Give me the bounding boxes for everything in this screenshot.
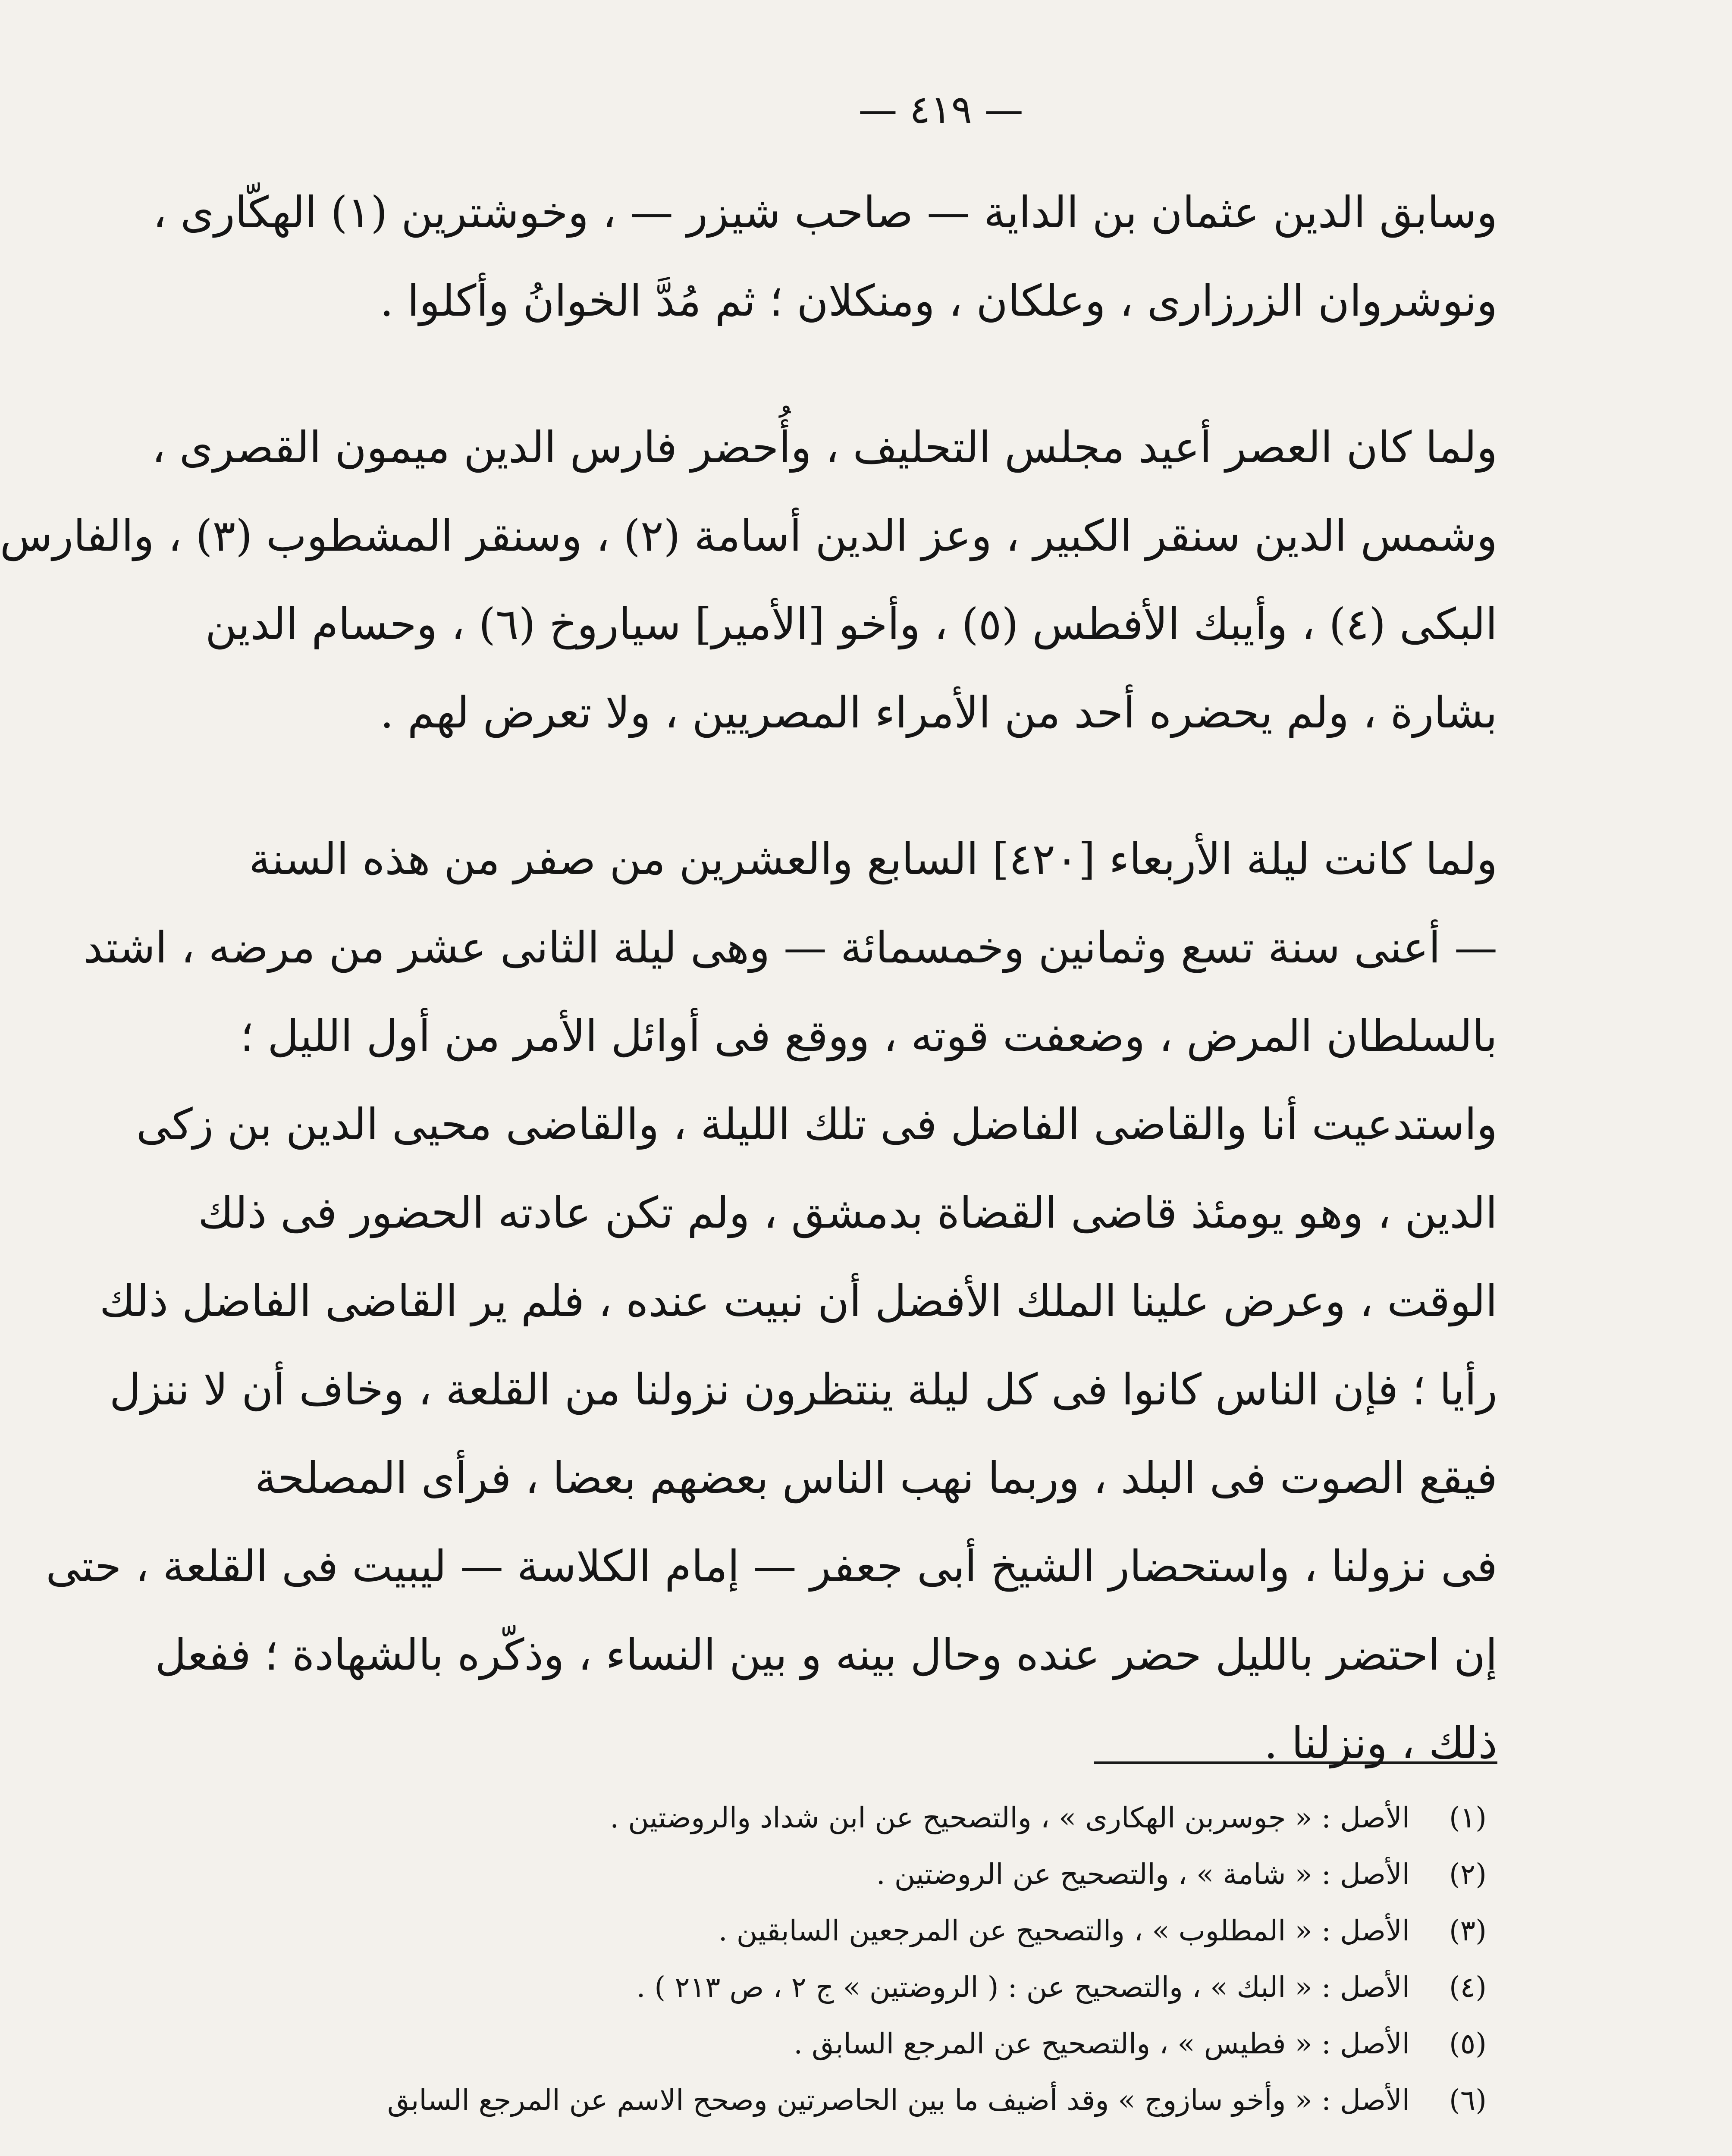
footnote-number: (٦) xyxy=(1449,2084,1487,2117)
text-line: ولما كانت ليلة الأربعاء [٤٢٠] السابع والعشرين من صفر من هذه السنة xyxy=(248,834,1497,884)
text-line: — أعنى سنة تسع وثمانين وخمسمائة — وهى ليلة الثانى عشر من مرضه ، اشتد xyxy=(83,922,1497,973)
text-line: رأيا ؛ فإن الناس كانوا فى كل ليلة ينتظرون نزولنا من القلعة ، وخاف أن لا ننزل xyxy=(109,1364,1497,1415)
footnote-text: الأصل : « شامة » ، والتصحيح عن الروضتين . xyxy=(876,1858,1410,1891)
footnotes xyxy=(331,1789,1487,2128)
text-line: ونوشروان الزرزارى ، وعلكان ، ومنكلان ؛ ثم مُدَّ الخوانُ وأكلوا . xyxy=(380,276,1497,326)
footnote xyxy=(331,2072,1487,2128)
text-line: إن احتضر بالليل حضر عنده وحال بينه و بين النساء ، وذكّره بالشهادة ؛ ففعل xyxy=(155,1630,1497,1680)
footnote xyxy=(331,2015,1487,2072)
text-line: واستدعيت أنا والقاضى الفاضل فى تلك الليلة ، والقاضى محيى الدين بن زكى xyxy=(136,1099,1497,1150)
text-line: فى نزولنا ، واستحضار الشيخ أبى جعفر — إمام الكلاسة — ليبيت فى القلعة ، حتى xyxy=(46,1541,1497,1592)
footnote xyxy=(331,1902,1487,1959)
text-line: فيقع الصوت فى البلد ، وربما نهب الناس بعضهم بعضا ، فرأى المصلحة xyxy=(254,1453,1497,1503)
footnote xyxy=(331,1846,1487,1902)
footnote-number: (٢) xyxy=(1449,1858,1487,1891)
main-text xyxy=(0,168,1497,1846)
footnote-number: (١) xyxy=(1449,1801,1487,1834)
text-line: الوقت ، وعرض علينا الملك الأفضل أن نبيت عنده ، فلم ير القاضى الفاضل ذلك xyxy=(99,1276,1497,1326)
text-line: ولما كان العصر أعيد مجلس التحليف ، وأُحضر فارس الدين ميمون القصرى ، xyxy=(151,422,1497,473)
footnote-number: (٤) xyxy=(1449,1971,1487,2004)
text-line: الدين ، وهو يومئذ قاضى القضاة بدمشق ، ولم تكن عادته الحضور فى ذلك xyxy=(198,1188,1497,1238)
text-line: البكى (٤) ، وأيبك الأفطس (٥) ، وأخو [الأمير] سياروخ (٦) ، وحسام الدين xyxy=(205,599,1497,649)
paragraph-1 xyxy=(153,168,1497,345)
footnote-number: (٥) xyxy=(1449,2027,1487,2060)
page-number: — ٤١٩ — xyxy=(858,87,1023,132)
text-line: وسابق الدين عثمان بن الداية — صاحب شيزر — ، وخوشترين (١) الهكّارى ، xyxy=(153,187,1497,238)
paragraph-3 xyxy=(46,815,1497,1787)
footnote xyxy=(331,1789,1487,1846)
text-line: بالسلطان المرض ، وضعفت قوته ، ووقع فى أوائل الأمر من أول الليل ؛ xyxy=(240,1011,1497,1061)
footnote-divider xyxy=(1094,1761,1497,1764)
footnote-text: الأصل : « وأخو سازوج » وقد أضيف ما بين الحاصرتين وصحح الاسم عن المرجع السابق xyxy=(387,2084,1410,2117)
footnote-text: الأصل : « فطيس » ، والتصحيح عن المرجع السابق . xyxy=(794,2027,1410,2060)
footnote-number: (٣) xyxy=(1449,1914,1487,1947)
text-line: ذلك ، ونزلنا . xyxy=(1264,1718,1497,1768)
text-line: وشمس الدين سنقر الكبير ، وعز الدين أسامة (٢) ، وسنقر المشطوب (٣) ، والفارس xyxy=(0,511,1497,561)
paragraph-2 xyxy=(0,403,1497,757)
footnote-text: الأصل : « البك » ، والتصحيح عن : ( الروضتين » ج ٢ ، ص ٢١٣ ) . xyxy=(636,1971,1410,2004)
footnote xyxy=(331,1959,1487,2015)
footnote-text: الأصل : « جوسربن الهكارى » ، والتصحيح عن ابن شداد والروضتين . xyxy=(610,1801,1410,1834)
text-line: بشارة ، ولم يحضره أحد من الأمراء المصريين ، ولا تعرض لهم . xyxy=(380,687,1497,738)
footnote-text: الأصل : « المطلوب » ، والتصحيح عن المرجعين السابقين . xyxy=(718,1914,1410,1947)
